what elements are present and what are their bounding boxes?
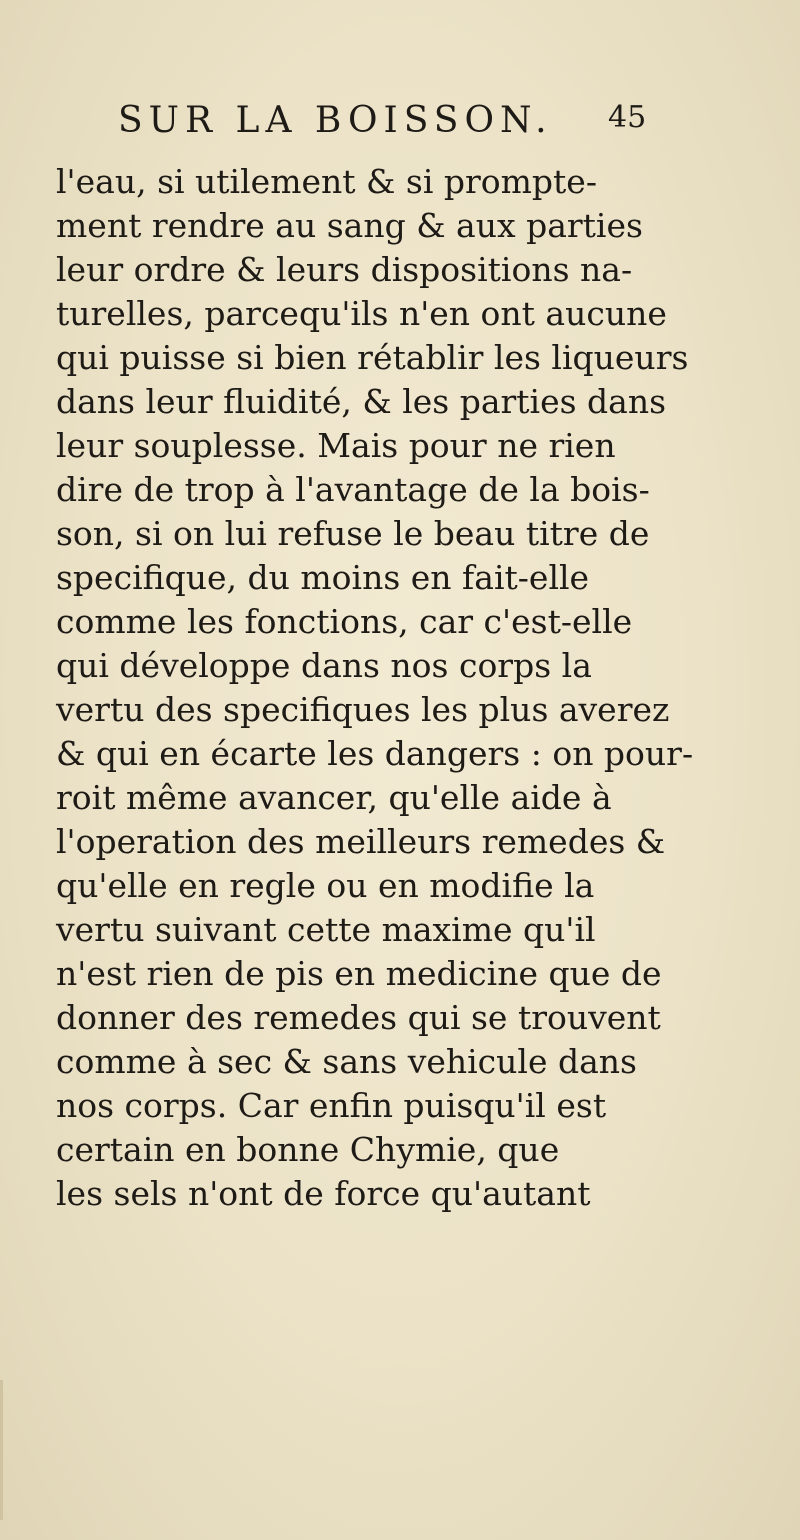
text-line: comme à sec & sans vehicule dans bbox=[56, 1042, 637, 1081]
text-line: qui puisse si bien rétablir les liqueurs bbox=[56, 338, 689, 377]
text-line: dire de trop à l'avantage de la bois- bbox=[56, 470, 650, 509]
text-line: nos corps. Car enfin puisqu'il est bbox=[56, 1086, 607, 1125]
text-line: specifique, du moins en fait-elle bbox=[56, 558, 590, 597]
text-line: leur souplesse. Mais pour ne rien bbox=[56, 426, 616, 465]
text-line: son, si on lui refuse le beau titre de bbox=[56, 514, 650, 553]
text-line: comme les fonctions, car c'est-elle bbox=[56, 602, 633, 641]
page-edge-shadow bbox=[0, 1380, 3, 1520]
text-line: qu'elle en regle ou en modifie la bbox=[56, 866, 595, 905]
text-line: l'eau, si utilement & si prompte- bbox=[56, 162, 597, 201]
page-number: 45 bbox=[608, 100, 647, 135]
page-header bbox=[118, 100, 678, 160]
text-line: ment rendre au sang & aux parties bbox=[56, 206, 643, 245]
text-line: n'est rien de pis en medicine que de bbox=[56, 954, 662, 993]
text-line: turelles, parcequ'ils n'en ont aucune bbox=[56, 294, 667, 333]
body-text bbox=[56, 160, 716, 1216]
text-line: l'operation des meilleurs remedes & bbox=[56, 822, 666, 861]
running-title: SUR LA BOISSON. bbox=[118, 100, 553, 141]
text-line: vertu suivant cette maxime qu'il bbox=[56, 910, 596, 949]
text-line: leur ordre & leurs dispositions na- bbox=[56, 250, 633, 289]
text-line: & qui en écarte les dangers : on pour- bbox=[56, 734, 694, 773]
text-line: vertu des specifiques les plus averez bbox=[56, 690, 670, 729]
text-line: roit même avancer, qu'elle aide à bbox=[56, 778, 612, 817]
text-line: dans leur fluidité, & les parties dans bbox=[56, 382, 667, 421]
text-line: qui développe dans nos corps la bbox=[56, 646, 592, 685]
text-line: certain en bonne Chymie, que bbox=[56, 1130, 560, 1169]
text-line: les sels n'ont de force qu'autant bbox=[56, 1174, 591, 1213]
text-line: donner des remedes qui se trouvent bbox=[56, 998, 661, 1037]
